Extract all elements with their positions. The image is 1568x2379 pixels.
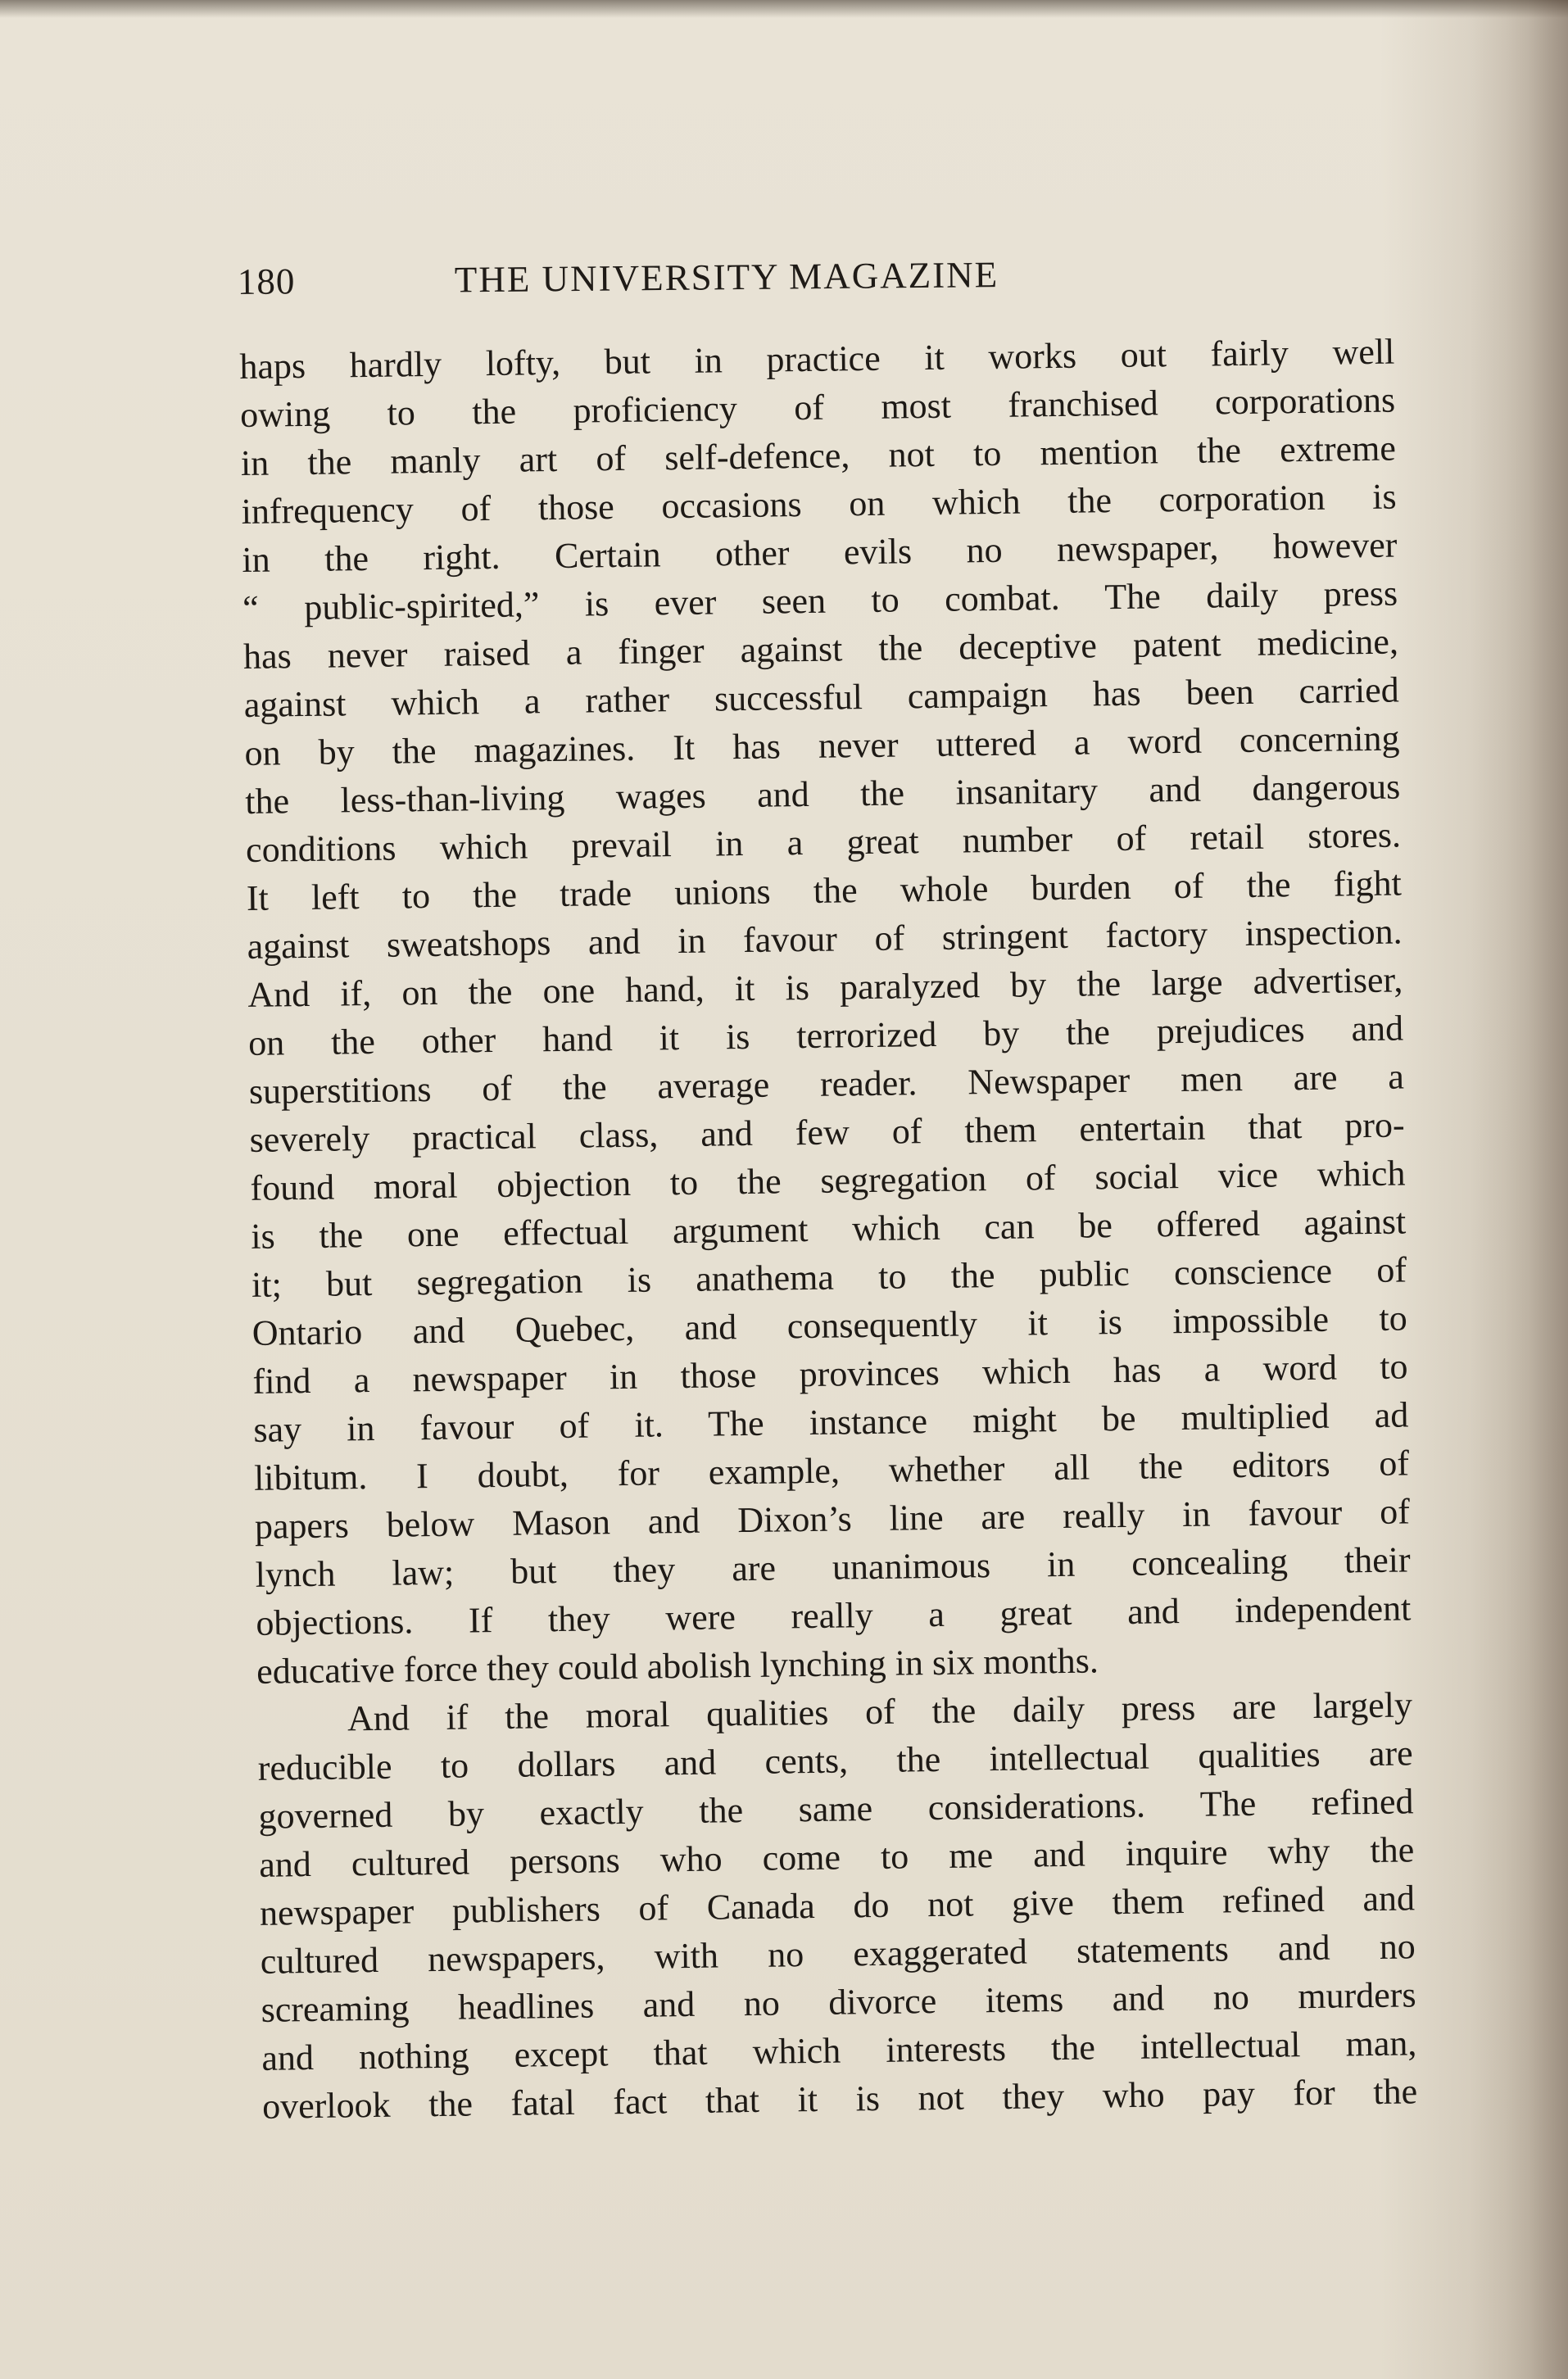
- text-line: in the manly art of self-defence, not to mention the extreme: [240, 428, 1397, 483]
- text-line: screaming headlines and no divorce items and no murders: [261, 1974, 1416, 2030]
- text-line: has never raised a finger against the deceptive patent medicine,: [242, 621, 1399, 677]
- text-line: find a newspaper in those provinces which has a word to: [252, 1346, 1408, 1402]
- text-line: “ public-spirited,” is ever seen to combat. The daily press: [242, 573, 1398, 628]
- text-line: libitum. I doubt, for example, whether all the editors of: [253, 1443, 1410, 1498]
- page-header: [238, 249, 1402, 318]
- text-line: overlook the fatal fact that it is not they who pay for the: [261, 2071, 1418, 2127]
- text-line: Ontario and Quebec, and consequently it is impossible to: [252, 1298, 1408, 1353]
- page-number: 180: [237, 261, 296, 302]
- body-text: [239, 328, 1417, 2131]
- text-line: reducible to dollars and cents, the intellectual qualities are: [257, 1733, 1413, 1788]
- text-line: on the other hand it is terrorized by the prejudices and: [247, 1008, 1404, 1063]
- text-line: haps hardly lofty, but in practice it works out fairly well: [239, 331, 1395, 387]
- text-line: cultured newspapers, with no exaggerated statements and no: [260, 1926, 1416, 1982]
- paragraph-start-line: And if the moral qualities of the daily press are largely: [347, 1684, 1413, 1739]
- text-line: found moral objection to the segregation of social vice which: [250, 1153, 1406, 1208]
- running-title: THE UNIVERSITY MAGAZINE: [454, 254, 999, 301]
- text-line: is the one effectual argument which can be offered against: [250, 1201, 1407, 1257]
- text-line: infrequency of those occasions on which the corporation is: [241, 476, 1397, 532]
- text-line: say in favour of it. The instance might be multiplied ad: [253, 1394, 1409, 1450]
- text-line: against which a rather successful campaign has been carried: [243, 669, 1399, 725]
- text-line: governed by exactly the same considerations. The refined: [258, 1781, 1414, 1837]
- text-line: newspaper publishers of Canada do not give them refined and: [259, 1878, 1416, 1933]
- page-edge-shadow: [1470, 0, 1568, 2379]
- text-line: lynch law; but they are unanimous in concealing their: [255, 1539, 1411, 1595]
- text-line: conditions which prevail in a great number of retail stores.: [245, 814, 1402, 870]
- text-line: in the right. Certain other evils no newspaper, however: [242, 524, 1398, 580]
- text-line: owing to the proficiency of most franchised corporations: [239, 379, 1396, 435]
- text-line: against sweatshops and in favour of stringent factory inspection.: [247, 911, 1403, 967]
- text-line: It left to the trade unions the whole burden of the fight: [246, 863, 1403, 918]
- text-line: and cultured persons who come to me and inquire why the: [259, 1829, 1415, 1885]
- text-line: superstitions of the average reader. Newspaper men are a: [248, 1056, 1405, 1112]
- text-line: And if, on the one hand, it is paralyzed by the large advertiser,: [247, 959, 1403, 1015]
- text-line: severely practical class, and few of them entertain that pro-: [249, 1104, 1405, 1160]
- text-line: objections. If they were really a great and independent: [256, 1588, 1412, 1643]
- text-line: it; but segregation is anathema to the public conscience of: [251, 1249, 1407, 1305]
- text-line: educative force they could abolish lynching in six months.: [256, 1640, 1099, 1692]
- text-line: the less-than-living wages and the insanitary and dangerous: [245, 766, 1401, 822]
- text-line: papers below Mason and Dixon’s line are really in favour of: [254, 1491, 1411, 1547]
- text-line: on by the magazines. It has never uttered a word concerning: [244, 718, 1400, 773]
- text-line: and nothing except that which interests the intellectual man,: [261, 2023, 1417, 2078]
